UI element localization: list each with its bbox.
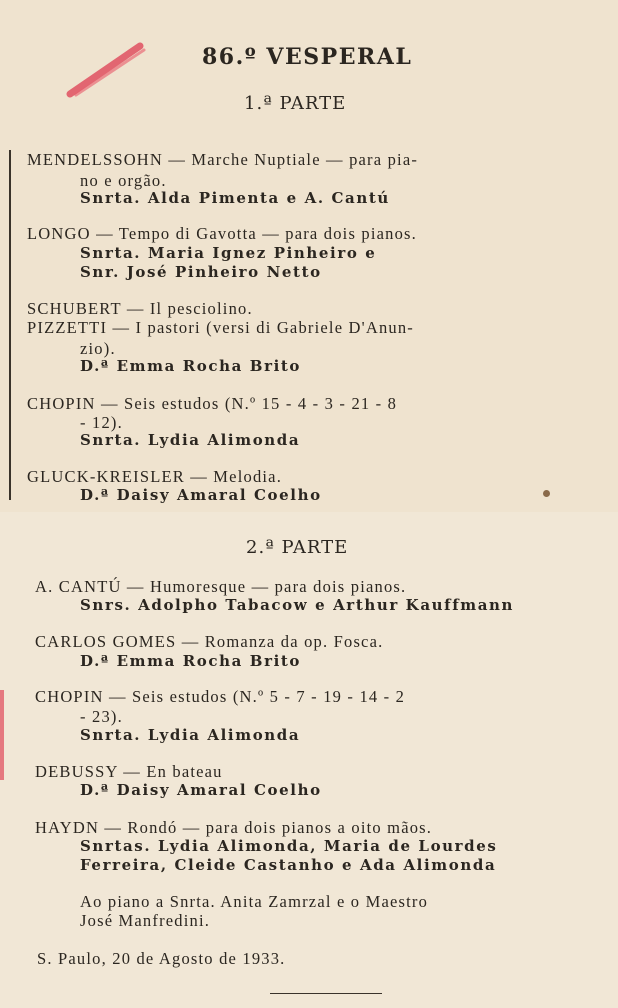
program-line: SCHUBERT — Il pesciolino. bbox=[27, 299, 253, 318]
left-margin-rule bbox=[9, 150, 11, 500]
red-pencil-mark bbox=[64, 40, 146, 98]
performer-line: D.ª Daisy Amaral Coelho bbox=[80, 781, 322, 799]
performer-line: Snrta. Maria Ignez Pinheiro e bbox=[80, 244, 377, 262]
performer-line: D.ª Emma Rocha Brito bbox=[80, 357, 302, 375]
program-line: - 12). bbox=[80, 413, 123, 432]
program-line: GLUCK-KREISLER — Melodia. bbox=[27, 467, 283, 486]
performer-line: Snrs. Adolpho Tabacow e Arthur Kauffmann bbox=[80, 596, 515, 614]
performer-line: Snrtas. Lydia Alimonda, Maria de Lourdes bbox=[80, 837, 498, 855]
program-line: DEBUSSY — En bateau bbox=[35, 762, 223, 781]
performer-line: Snrta. Alda Pimenta e A. Cantú bbox=[80, 189, 390, 207]
red-edge-mark bbox=[0, 690, 4, 780]
program-line: - 23). bbox=[80, 707, 123, 726]
ink-spot bbox=[543, 490, 550, 497]
place-and-date: S. Paulo, 20 de Agosto de 1933. bbox=[37, 949, 286, 968]
program-line: PIZZETTI — I pastori (versi di Gabriele D'Anun- bbox=[27, 318, 414, 337]
program-line: no e orgão. bbox=[80, 171, 167, 190]
program-line: CHOPIN — Seis estudos (N.º 15 - 4 - 3 - 21 - 8 bbox=[27, 394, 398, 413]
program-title: 86.º VESPERAL bbox=[202, 44, 413, 70]
closing-rule bbox=[270, 993, 382, 994]
program-line: A. CANTÚ — Humoresque — para dois pianos. bbox=[35, 577, 407, 596]
performer-line: D.ª Daisy Amaral Coelho bbox=[80, 486, 322, 504]
program-line: HAYDN — Rondó — para dois pianos a oito mãos. bbox=[35, 818, 433, 837]
accompaniment-line: José Manfredini. bbox=[80, 911, 211, 930]
program-line: CARLOS GOMES — Romanza da op. Fosca. bbox=[35, 632, 384, 651]
part-two-heading: 2.ª PARTE bbox=[246, 537, 349, 558]
performer-line: Snrta. Lydia Alimonda bbox=[80, 726, 301, 744]
accompaniment-line: Ao piano a Snrta. Anita Zamrzal e o Maestro bbox=[80, 892, 429, 911]
program-line: LONGO — Tempo di Gavotta — para dois pianos. bbox=[27, 224, 417, 243]
performer-line: D.ª Emma Rocha Brito bbox=[80, 652, 302, 670]
performer-line: Ferreira, Cleide Castanho e Ada Alimonda bbox=[80, 856, 497, 874]
program-line: CHOPIN — Seis estudos (N.º 5 - 7 - 19 - 14 - 2 bbox=[35, 687, 406, 706]
program-line: MENDELSSOHN — Marche Nuptiale — para pia- bbox=[27, 150, 419, 169]
performer-line: Snrta. Lydia Alimonda bbox=[80, 431, 301, 449]
program-line: zio). bbox=[80, 339, 116, 358]
part-one-heading: 1.ª PARTE bbox=[244, 93, 347, 114]
performer-line: Snr. José Pinheiro Netto bbox=[80, 263, 322, 281]
